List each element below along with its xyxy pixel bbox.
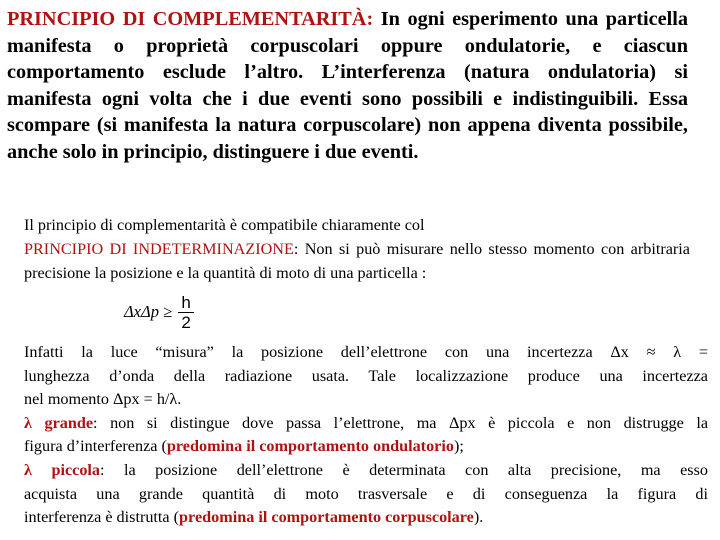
light-line-1: Infatti la luce “misura” la posizione dell’elettrone con una incertezza Δx ≈ λ =	[24, 343, 708, 361]
lambda-piccola-text-d: ).	[473, 508, 484, 527]
light-line-3: nel momento Δpx = h/λ.	[24, 390, 182, 409]
complementarity-heading: PRINCIPIO DI COMPLEMENTARITÀ:	[7, 8, 374, 30]
lambda-grande-text-c: );	[453, 437, 464, 456]
lambda-piccola-text-a: : la posizione dell’elettrone è determinata con alta precisione, ma esso	[100, 460, 708, 479]
lambda-grande-text-b: figura d’interferenza (	[24, 437, 167, 456]
lambda-grande-label: λ grande	[24, 413, 94, 432]
lambda-piccola-label: λ piccola	[24, 460, 100, 479]
lambda-piccola-text-c: interferenza è distrutta (	[24, 508, 180, 527]
light-measurement-paragraph	[24, 341, 708, 530]
formula-denominator: 2	[181, 312, 191, 332]
indeterminacy-lead: Il principio di complementarità è compatibile chiaramente col	[24, 216, 425, 234]
lambda-grande-line-2	[24, 435, 708, 459]
complementarity-text: In ogni esperimento una particella manifesta o proprietà corpuscolari oppure ondulatorie, e ciascun comportamento esclude l’altro. L’interferenza (natura ondulatoria) si manifesta ogni volta che i due eventi sono possibili e indistinguibili. Essa scompare (si manifesta la natura corpuscolare) non appena diventa possibile, anche solo in principio, distinguere i due eventi.	[7, 8, 688, 163]
complementarity-paragraph	[7, 6, 688, 165]
uncertainty-formula	[124, 289, 224, 335]
lambda-piccola-line-1	[24, 459, 708, 483]
lambda-piccola-line-2: acquista una grande quantità di moto trasversale e di conseguenza la figura di	[24, 484, 708, 503]
lambda-piccola-emphasis: predomina il comportamento corpuscolare	[179, 508, 474, 527]
formula-fraction	[178, 293, 194, 332]
light-line-2: lunghezza d’onda della radiazione usata. Tale localizzazione produce una incertezza	[24, 366, 708, 385]
formula-numerator: h	[181, 292, 191, 312]
lambda-grande-line-1	[24, 412, 708, 436]
indeterminacy-text: : Non si può misurare nello stesso momento con arbitraria precisione la posizione e la quantità di moto di una particella :	[24, 240, 690, 282]
lambda-grande-text-a: : non si distingue dove passa l’elettrone, ma Δpx è piccola e non distrugge la	[93, 413, 709, 432]
indeterminacy-term: PRINCIPIO DI INDETERMINAZIONE	[24, 240, 294, 258]
lambda-grande-emphasis: predomina il comportamento ondulatorio	[166, 437, 454, 456]
lambda-piccola-line-3	[24, 506, 708, 530]
formula-lhs: ΔxΔp ≥	[124, 302, 173, 321]
indeterminacy-paragraph	[24, 213, 690, 285]
